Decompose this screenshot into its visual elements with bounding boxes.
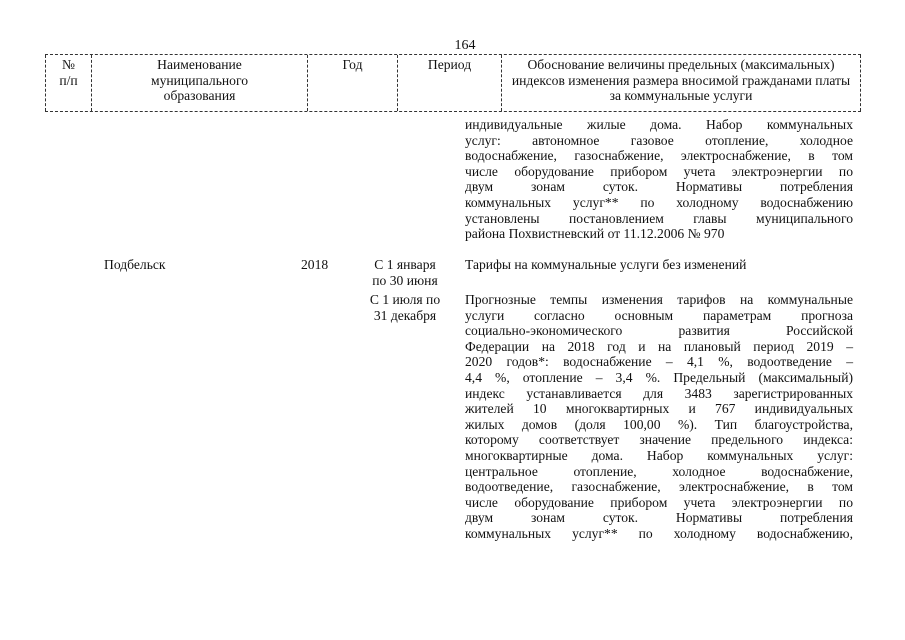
forecast-line: 2020 годов*: водоснабжение – 4,1 %, водоотведение – xyxy=(465,354,853,370)
tariff-unchanged-text: Тарифы на коммунальные услуги без изменений xyxy=(465,257,747,272)
header-justification-line-3: за коммунальные услуги xyxy=(609,88,753,104)
header-number-line-1: № xyxy=(62,57,75,72)
forecast-line: Прогнозные темпы изменения тарифов на коммунальные xyxy=(465,292,853,307)
forecast-line: центральное отопление, холодное водоснабжение, xyxy=(465,463,853,479)
header-name-line-1: Наименование xyxy=(157,57,242,72)
period-first-half-line-1: С 1 января xyxy=(374,257,436,272)
period-second-half-line-2: 31 декабря xyxy=(373,307,437,323)
forecast-line: индекс устанавливается для 3483 зарегистрированных xyxy=(465,385,853,401)
header-justification-line-1: Обоснование величины предельных (максимальных) xyxy=(527,57,835,72)
forecast-line: водоотведение, газоснабжение, электроснабжение, в том xyxy=(465,479,853,495)
continuation-line: двум зонам суток. Нормативы потребления xyxy=(465,179,853,195)
header-number-column xyxy=(45,55,91,111)
forecast-line: многоквартирные дома. Набор коммунальных услуг: xyxy=(465,447,853,463)
header-number-line-2: п/п xyxy=(59,72,78,88)
forecast-line: социально-экономического развития Российской xyxy=(465,323,853,339)
row-year: 2018 xyxy=(301,257,329,272)
forecast-line: жилых домов (доля 100,00 %). Тип благоустройства, xyxy=(465,416,853,432)
header-name-line-2: муниципального xyxy=(150,72,248,88)
continuation-text xyxy=(465,117,853,242)
continuation-line: района Похвистневский от 11.12.2006 № 970 xyxy=(465,226,725,242)
forecast-line: Федерации на 2018 год и на плановый период 2019 – xyxy=(465,338,853,354)
forecast-text xyxy=(465,292,853,542)
forecast-line: которому соответствует значение предельного индекса: xyxy=(465,432,853,448)
forecast-line: числе оборудование прибором учета электроэнергии по xyxy=(465,494,853,510)
continuation-line: водоснабжение, газоснабжение, электроснабжение, в том xyxy=(465,148,853,164)
continuation-line: услуг: автономное газовое отопление, холодное xyxy=(465,132,853,148)
period-first-half-line-2: по 30 июня xyxy=(372,272,438,288)
header-justification-column xyxy=(501,55,861,111)
header-name-column xyxy=(91,55,307,111)
continuation-line: числе оборудование прибором учета электроэнергии по xyxy=(465,163,853,179)
forecast-line: 4,4 %, отопление – 3,4 %. Предельный (максимальный) xyxy=(465,369,853,385)
continuation-line: индивидуальные жилые дома. Набор коммунальных xyxy=(465,117,853,132)
header-period-label: Период xyxy=(427,57,472,72)
header-period-column xyxy=(397,55,501,111)
continuation-line: установлены постановлением главы муниципального xyxy=(465,210,853,226)
forecast-line: коммунальных услуг** по холодному водоснабжению, xyxy=(465,525,853,541)
table-header xyxy=(45,54,861,112)
period-second-half xyxy=(362,292,448,323)
forecast-line: услуги согласно основным параметрам прогноза xyxy=(465,307,853,323)
continuation-line: коммунальных услуг** по холодному водоснабжению xyxy=(465,194,853,210)
header-name-line-3: образования xyxy=(163,88,236,104)
header-year-column xyxy=(307,55,397,111)
forecast-line: жителей 10 многоквартирных и 767 индивидуальных xyxy=(465,401,853,417)
period-second-half-line-1: С 1 июля по xyxy=(369,292,441,307)
forecast-line: двум зонам суток. Нормативы потребления xyxy=(465,510,853,526)
header-year-label: Год xyxy=(342,57,363,72)
page-number: 164 xyxy=(454,38,476,53)
header-justification-line-2: индексов изменения размера вносимой гражданами платы xyxy=(511,72,851,88)
period-first-half xyxy=(362,257,448,288)
settlement-name: Подбельск xyxy=(104,257,166,272)
